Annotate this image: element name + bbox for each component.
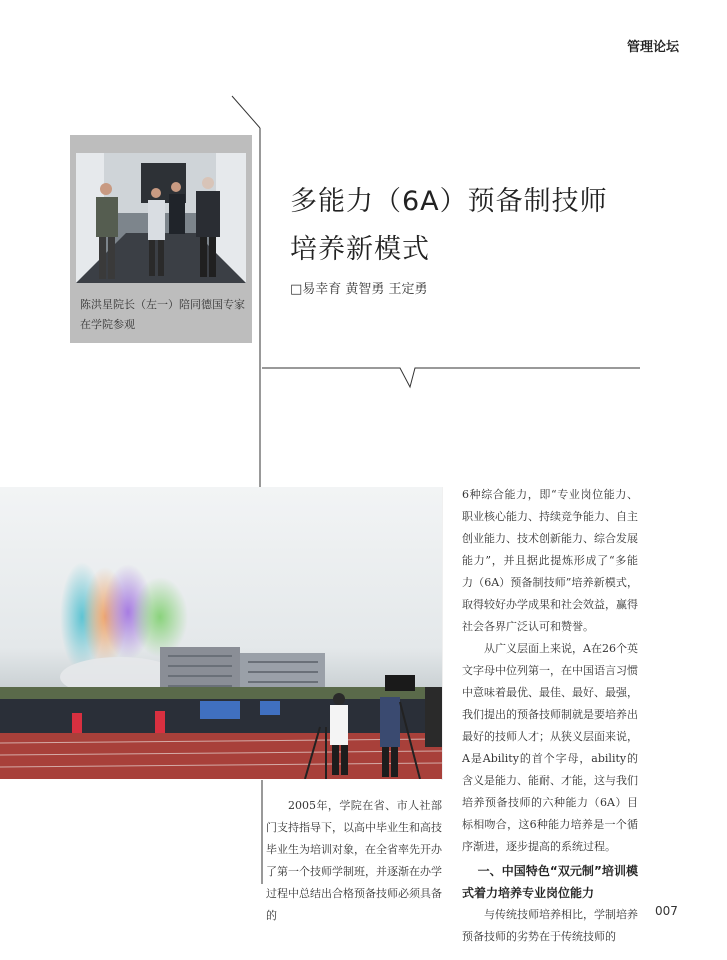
speech-tick-line (262, 368, 640, 387)
section-label: 管理论坛 (626, 40, 679, 55)
article-authors: □易幸育 黄智勇 王定勇 (290, 282, 428, 297)
photo-caption: 陈洪星院长（左一）陪同德国专家在学院参观 (80, 298, 245, 331)
diagonal-line (232, 96, 260, 128)
visit-photo (76, 153, 246, 283)
ceremony-photo (0, 487, 442, 779)
page-number: 007 (655, 904, 678, 918)
photo-card (70, 135, 252, 343)
right-column (462, 484, 638, 948)
paragraph: 与传统技师培养相比，学制培养预备技师的劣势在于传统技师的 (462, 908, 638, 943)
article-title (290, 178, 630, 274)
paragraph: 6种综合能力，即“专业岗位能力、职业核心能力、持续竞争能力、自主创业能力、技术创新能力、综合发展能力”，并且据此提炼形成了“多能力（6A）预备制技师”培养新模式，取得较好办学成果和社会效益，赢得社会各界广泛认可和赞誉。 (462, 488, 638, 633)
paragraph: 从广义层面上来说，A在26个英文字母中位列第一，在中国语言习惯中意味着最优、最佳、最好、最强，我们提出的预备技师制就是要培养出最好的技师人才；从狭义层面来说，A是Ability的首个字母，ability的含义是能力、能耐、才能，这与我们培养预备技师的六种能力（6A）目标相吻合，这6种能力培养是一个循序渐进，逐步提高的系统过程。 (462, 642, 638, 853)
title-line-1: 多能力（6A）预备制技师 (290, 186, 608, 217)
title-line-2: 培养新模式 (290, 234, 430, 265)
left-column (266, 795, 442, 927)
paragraph: 2005年，学院在省、市人社部门支持指导下，以高中毕业生和高技毕业生为培训对象，在全省率先开办了第一个技师学制班，并逐渐在办学过程中总结出合格预备技师必须具备的 (266, 799, 442, 922)
section-heading: 一、中国特色“双元制”培训模式着力培养专业岗位能力 (462, 864, 638, 900)
